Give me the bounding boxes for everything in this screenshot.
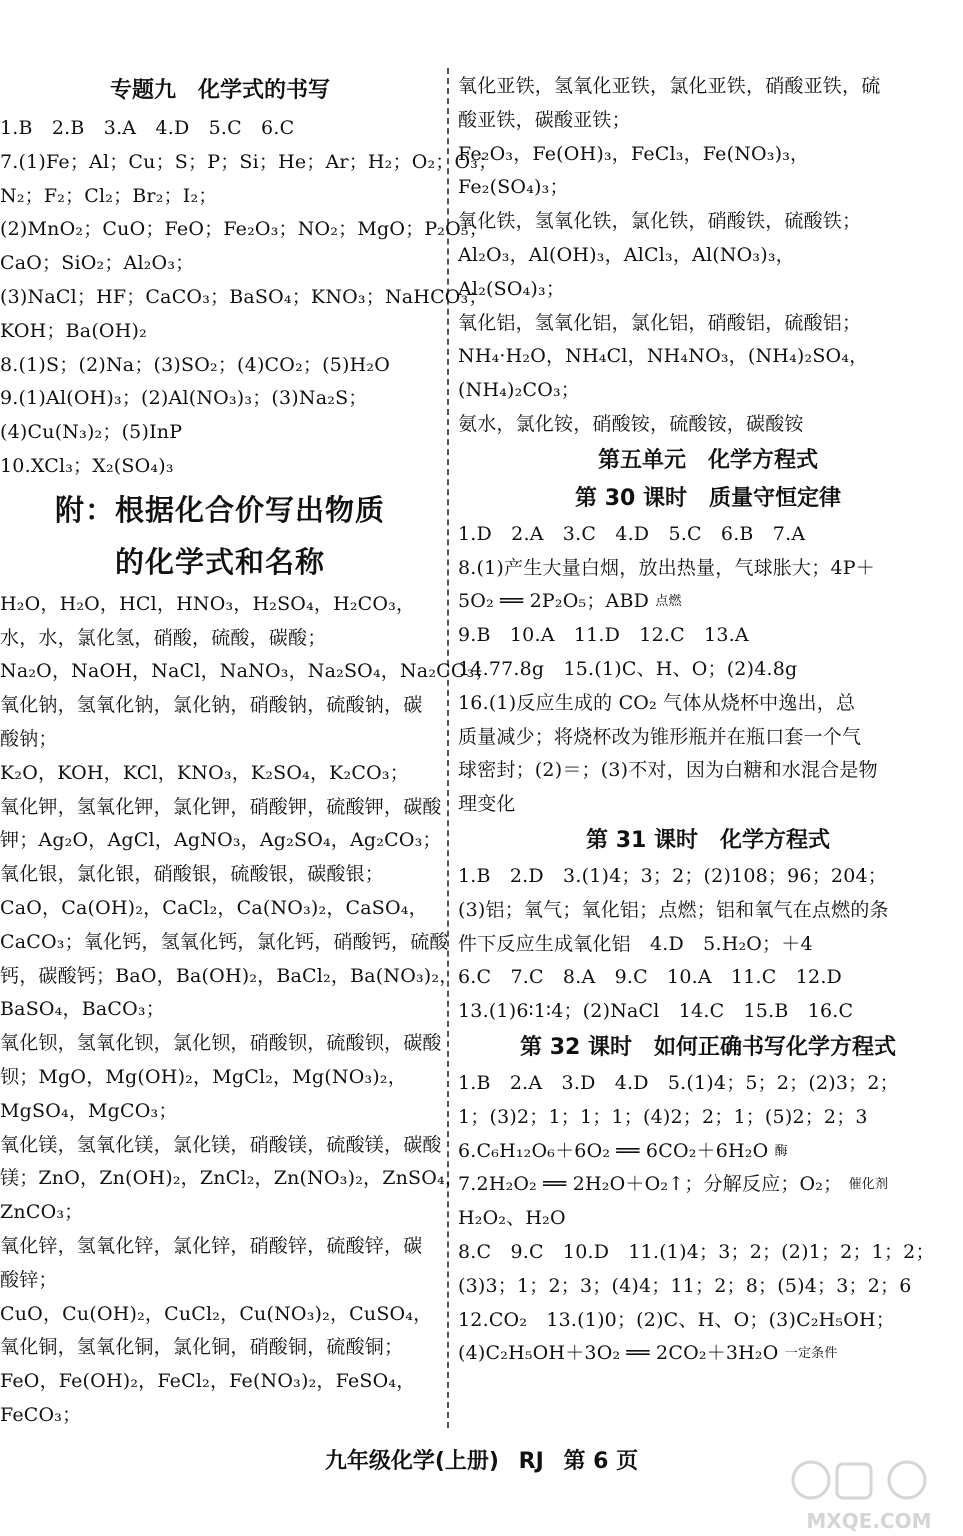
- answer-line: 氧化铝，氢氧化铝，氯化铝，硝酸铝，硫酸铝；: [458, 311, 862, 334]
- answer-line: 16.(1)反应生成的 CO₂ 气体从烧杯中逸出，总: [458, 691, 856, 714]
- reaction-condition: 催化剂: [848, 1177, 889, 1193]
- answer-line: Na₂O，NaOH，NaCl，NaNO₃，Na₂SO₄，Na₂CO₃；: [0, 660, 494, 683]
- answer-line: MgSO₄，MgCO₃；: [0, 1099, 178, 1122]
- answer-line: 10.XCl₃；X₂(SO₄)₃: [0, 454, 174, 477]
- answer-line: KOH；Ba(OH)₂: [0, 319, 147, 342]
- answer-line: CaO；SiO₂；Al₂O₃；: [0, 252, 195, 275]
- answer-line: 氨水，氯化铵，硝酸铵，硫酸铵，碳酸铵: [458, 412, 804, 435]
- lesson-31-answers: [458, 860, 958, 1029]
- answer-line: (NH₄)₂CO₃；: [458, 379, 580, 402]
- answer-line: (2)MnO₂；CuO；FeO；Fe₂O₃；NO₂；MgO；P₂O₅；: [0, 218, 488, 241]
- answer-line: (4)Cu(N₃)₂；(5)InP: [0, 421, 183, 444]
- answer-line: N₂；F₂；Cl₂；Br₂；I₂；: [0, 184, 218, 207]
- answer-line: FeCO₃；: [0, 1403, 82, 1426]
- equation-text: 6.C₆H₁₂O₆＋6O₂ ══ 6CO₂＋6H₂O: [458, 1139, 769, 1162]
- answer-line: 氧化镁，氢氧化镁，氯化镁，硝酸镁，硫酸镁，碳酸: [0, 1133, 442, 1156]
- answer-line: 9.B 10.A 11.D 12.C 13.A: [458, 624, 749, 647]
- answer-line: 氧化铜，氢氧化铜，氯化铜，硝酸铜，硫酸铜；: [0, 1336, 404, 1359]
- answer-line: 件下反应生成氧化铝 4.D 5.H₂O；＋4: [458, 932, 813, 955]
- answer-line: 氧化铁，氢氧化铁，氯化铁，硝酸铁，硫酸铁；: [458, 210, 862, 233]
- answer-line: 13.(1)6∶1∶4；(2)NaCl 14.C 15.B 16.C: [458, 1000, 854, 1023]
- answer-line: 8.(1)产生大量白烟，放出热量，气球胀大；4P＋: [458, 556, 875, 579]
- watermark-text: MXQE.COM: [806, 1509, 932, 1533]
- answer-line: FeO，Fe(OH)₂，FeCl₂，Fe(NO₃)₂，FeSO₄，: [0, 1370, 416, 1393]
- answer-line: 氧化锌，氢氧化锌，氯化锌，硝酸锌，硫酸锌，碳: [0, 1234, 423, 1257]
- footer-subject: 九年级化学(上册): [324, 1449, 499, 1474]
- topic9-answers: [0, 112, 498, 484]
- answer-line: Fe₂(SO₄)₃；: [458, 176, 569, 199]
- answer-line: 理变化: [458, 793, 516, 816]
- answer-line: (3)NaCl；HF；CaCO₃；BaSO₄；KNO₃；NaHCO₃；: [0, 285, 488, 308]
- reaction-condition: 酶: [774, 1143, 788, 1159]
- answer-line: H₂O₂、H₂O: [458, 1207, 566, 1230]
- right-column: [458, 70, 958, 1371]
- answer-line: 镁；ZnO，Zn(OH)₂，ZnCl₂，Zn(NO₃)₂，ZnSO₄，: [0, 1167, 465, 1190]
- appendix-title-line1: 附：根据化合价写出物质: [54, 492, 385, 527]
- answer-line: NH₄·H₂O，NH₄Cl，NH₄NO₃，(NH₄)₂SO₄，: [458, 345, 869, 368]
- lesson-30-title: 第 30 课时 质量守恒定律: [575, 485, 841, 511]
- lesson-32-answers: [458, 1067, 958, 1371]
- answer-line: Fe₂O₃，Fe(OH)₃，FeCl₃，Fe(NO₃)₃，: [458, 142, 810, 165]
- answer-line: 氧化钡，氢氧化钡，氯化钡，硝酸钡，硫酸钡，碳酸: [0, 1032, 442, 1055]
- unit-title: 第五单元 化学方程式: [597, 447, 818, 473]
- answer-line: 球密封；(2)＝；(3)不对，因为白糖和水混合是物: [458, 759, 878, 782]
- answer-line: 1.B 2.A 3.D 4.D 5.(1)4；5；2；(2)3；2；: [458, 1071, 899, 1094]
- footer-edition: RJ: [518, 1449, 544, 1474]
- answer-line: 质量减少；将烧杯改为锥形瓶并在瓶口套一个气: [458, 725, 862, 748]
- answer-line: 氧化钠，氢氧化钠，氯化钠，硝酸钠，硫酸钠，碳: [0, 694, 423, 717]
- answer-line: (3)3；1；2；3；(4)4；11；2；8；(5)4；3；2；6: [458, 1274, 912, 1297]
- answer-line: K₂O，KOH，KCl，KNO₃，K₂SO₄，K₂CO₃；: [0, 761, 409, 784]
- appendix-title-line2: 的化学式和名称: [114, 544, 325, 579]
- answer-line: BaSO₄，BaCO₃；: [0, 998, 165, 1021]
- answer-line: Al₂O₃，Al(OH)₃，AlCl₃，Al(NO₃)₃，: [458, 243, 795, 266]
- answer-line: CaCO₃；氧化钙，氢氧化钙，氯化钙，硝酸钙，硫酸: [0, 930, 449, 953]
- lesson-32-title: 第 32 课时 如何正确书写化学方程式: [520, 1034, 896, 1060]
- answer-line: 钡；MgO，Mg(OH)₂，MgCl₂，Mg(NO₃)₂，: [0, 1065, 407, 1088]
- answer-line: Al₂(SO₄)₃；: [458, 277, 566, 300]
- answer-line: 1.B 2.D 3.(1)4；3；2；(2)108；96；204；: [458, 864, 887, 887]
- answer-line: (3)铝；氧气；氧化铝；点燃；铝和氧气在点燃的条: [458, 898, 889, 921]
- answer-line: 酸锌；: [0, 1268, 58, 1291]
- iron-aluminum-answers: [458, 70, 958, 442]
- equation-line: [458, 1337, 958, 1371]
- watermark-circle: [889, 1462, 925, 1498]
- answer-line: 氧化亚铁，氢氧化亚铁，氯化亚铁，硝酸亚铁，硫: [458, 75, 881, 97]
- answer-line: 氧化钾，氢氧化钾，氯化钾，硝酸钾，硫酸钾，碳酸: [0, 795, 442, 818]
- answer-line: 14.77.8g 15.(1)C、H、O；(2)4.8g: [458, 657, 798, 680]
- answer-line: CuO，Cu(OH)₂，CuCl₂，Cu(NO₃)₂，CuSO₄，: [0, 1302, 433, 1325]
- answer-line: 1.B 2.B 3.A 4.D 5.C 6.C: [0, 117, 295, 139]
- lesson-31-title: 第 31 课时 化学方程式: [586, 827, 830, 853]
- watermark-circle: [793, 1462, 829, 1498]
- equation-text: 7.2H₂O₂ ══ 2H₂O＋O₂↑；分解反应；O₂；: [458, 1173, 843, 1196]
- answer-line: 8.C 9.C 10.D 11.(1)4；3；2；(2)1；2；1；2；: [458, 1240, 935, 1263]
- answer-line: 7.(1)Fe；Al；Cu；S；P；Si；He；Ar；H₂；O₂；O₃；: [0, 150, 498, 173]
- answer-line: 氧化银，氯化银，硝酸银，硫酸银，碳酸银；: [0, 863, 385, 886]
- answer-line: 9.(1)Al(OH)₃；(2)Al(NO₃)₃；(3)Na₂S；: [0, 387, 368, 410]
- answer-line: 酸亚铁，碳酸亚铁；: [458, 108, 631, 131]
- footer-page-number: 第 6 页: [563, 1449, 639, 1474]
- equation-line: [458, 1168, 958, 1202]
- equation-line: [458, 1135, 958, 1169]
- column-divider: [447, 68, 450, 1428]
- watermark-logo: [789, 1452, 949, 1536]
- answer-line: H₂O，H₂O，HCl，HNO₃，H₂SO₄，H₂CO₃，: [0, 592, 416, 615]
- answer-line: 1；(3)2；1；1；1；(4)2；2；1；(5)2；2；3: [458, 1105, 868, 1128]
- answer-line: 钙，碳酸钙；BaO，Ba(OH)₂，BaCl₂，Ba(NO₃)₂，: [0, 964, 459, 987]
- equation-text: (4)C₂H₅OH＋3O₂ ══ 2CO₂＋3H₂O: [458, 1342, 779, 1365]
- answer-line: 1.D 2.A 3.C 4.D 5.C 6.B 7.A: [458, 522, 806, 545]
- section-title-topic9: 专题九 化学式的书写: [109, 78, 330, 103]
- answer-line: ZnCO₃；: [0, 1201, 84, 1224]
- answer-line: 水，水，氯化氢，硝酸，硫酸，碳酸；: [0, 626, 327, 649]
- answer-line: 6.C 7.C 8.A 9.C 10.A 11.C 12.D: [458, 966, 842, 989]
- lesson-30-answers: [458, 518, 958, 822]
- reaction-condition: 一定条件: [784, 1346, 838, 1362]
- answer-line: 8.(1)S；(2)Na；(3)SO₂；(4)CO₂；(5)H₂O: [0, 353, 390, 376]
- answer-line: 12.CO₂ 13.(1)0；(2)C、H、O；(3)C₂H₅OH；: [458, 1308, 895, 1331]
- answer-line: 钾；Ag₂O，AgCl，AgNO₃，Ag₂SO₄，Ag₂CO₃；: [0, 829, 442, 852]
- reaction-condition: 点燃: [655, 594, 682, 610]
- watermark-square: [837, 1464, 871, 1498]
- answer-line: CaO，Ca(OH)₂，CaCl₂，Ca(NO₃)₂，CaSO₄，: [0, 896, 428, 919]
- equation-line: [458, 585, 958, 619]
- answer-line: 酸钠；: [0, 727, 58, 750]
- equation-text: 5O₂ ══ 2P₂O₅；ABD: [458, 590, 650, 613]
